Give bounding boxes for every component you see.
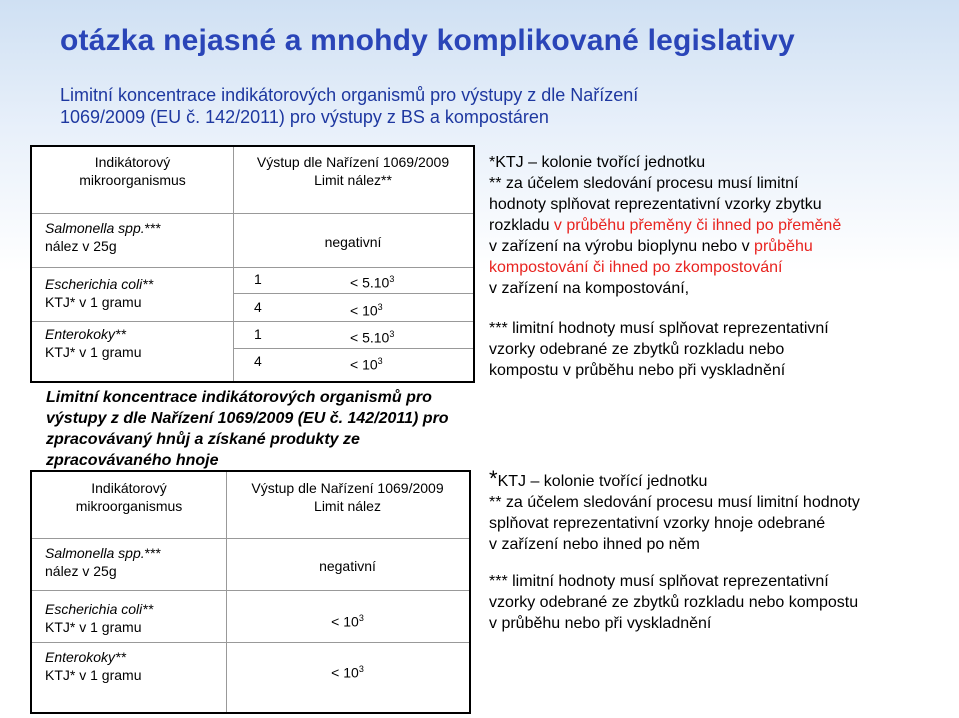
- row-enterococci-label: Enterokoky** KTJ* v 1 gramu: [45, 326, 142, 360]
- table2-caption: Limitní koncentrace indikátorových organismů pro výstupy z dle Nařízení 1069/2009 (EU č. 142/2011) pro zpracovávaný hnůj a získané produkty ze zpracovávaného hnoje: [46, 389, 449, 469]
- note-line: hodnoty splňovat reprezentativní vzorky zbytku: [489, 196, 822, 213]
- note-line: rozkladu v průběhu přeměny či ihned po přeměně: [489, 217, 842, 234]
- ecoli-limit: < $10^3$: [331, 613, 364, 630]
- salmonella-limit: negativní: [319, 558, 376, 574]
- entero-n1: 1: [254, 326, 262, 342]
- entero-limit1: < $5.10^3$: [350, 329, 395, 346]
- limits-table-bs-compost: [30, 145, 475, 383]
- note-line: v zařízení na kompostování,: [489, 280, 690, 297]
- ecoli-n2: 4: [254, 299, 262, 315]
- note-ktj-definition: *KTJ – kolonie tvořící jednotku: [489, 154, 706, 171]
- note-line: kompostování či ihned po zkompostování: [489, 259, 783, 276]
- ecoli-limit2: < $10^3$: [350, 302, 383, 319]
- salmonella-limit: negativní: [324, 234, 382, 250]
- row-ecoli-label: Escherichia coli** KTJ* v 1 gramu: [45, 276, 154, 310]
- ecoli-n1: 1: [254, 271, 262, 287]
- note-line: kompostu v průběhu nebo při vyskladnění: [489, 362, 786, 379]
- slide-subtitle: Limitní koncentrace indikátorových organismů pro výstupy z dle Nařízení 1069/2009 (EU č. 142/2011) pro výstupy z BS a kompostáren: [60, 85, 639, 127]
- note-line: ** za účelem sledování procesu musí limitní: [489, 175, 799, 192]
- note-line: *** limitní hodnoty musí splňovat reprezentativní: [489, 573, 829, 590]
- row-enterococci-label: Enterokoky** KTJ* v 1 gramu: [45, 649, 142, 683]
- entero-limit2: < $10^3$: [350, 356, 383, 373]
- col-header-output: Výstup dle Nařízení 1069/2009 Limit nález**: [256, 154, 450, 188]
- row-salmonella-label: Salmonella spp.*** nález v 25g: [45, 545, 161, 579]
- row-salmonella-label: Salmonella spp.*** nález v 25g: [45, 220, 161, 254]
- entero-n2: 4: [254, 353, 262, 369]
- col-header-output: Výstup dle Nařízení 1069/2009 Limit nález: [251, 480, 444, 514]
- limits-table-manure: [30, 470, 471, 714]
- entero-limit: < $10^3$: [331, 664, 364, 681]
- col-header-indicator: Indikátorový mikroorganismus: [75, 480, 183, 514]
- note-line: splňovat reprezentativní vzorky hnoje odebrané: [489, 515, 826, 532]
- row-ecoli-label: Escherichia coli** KTJ* v 1 gramu: [45, 601, 154, 635]
- notes-manure: [489, 468, 959, 634]
- note-line: v zařízení na výrobu bioplynu nebo v průběhu: [489, 238, 813, 255]
- ecoli-limit1: < $5.10^3$: [350, 274, 395, 291]
- notes-bs-compost: [489, 152, 949, 381]
- note-line: v zařízení nebo ihned po něm: [489, 536, 700, 553]
- note-line: v průběhu nebo při vyskladnění: [489, 615, 712, 632]
- note-line: vzorky odebrané ze zbytků rozkladu nebo kompostu: [489, 594, 859, 611]
- note-line: *** limitní hodnoty musí splňovat reprezentativní: [489, 320, 829, 337]
- note-line: vzorky odebrané ze zbytků rozkladu nebo: [489, 341, 785, 358]
- note-line: ** za účelem sledování procesu musí limitní hodnoty: [489, 494, 860, 511]
- col-header-indicator: Indikátorový mikroorganismus: [79, 154, 186, 188]
- slide-title: otázka nejasné a mnohdy komplikované legislativy: [60, 24, 795, 57]
- note-ktj-definition: *KTJ – kolonie tvořící jednotku: [489, 466, 708, 491]
